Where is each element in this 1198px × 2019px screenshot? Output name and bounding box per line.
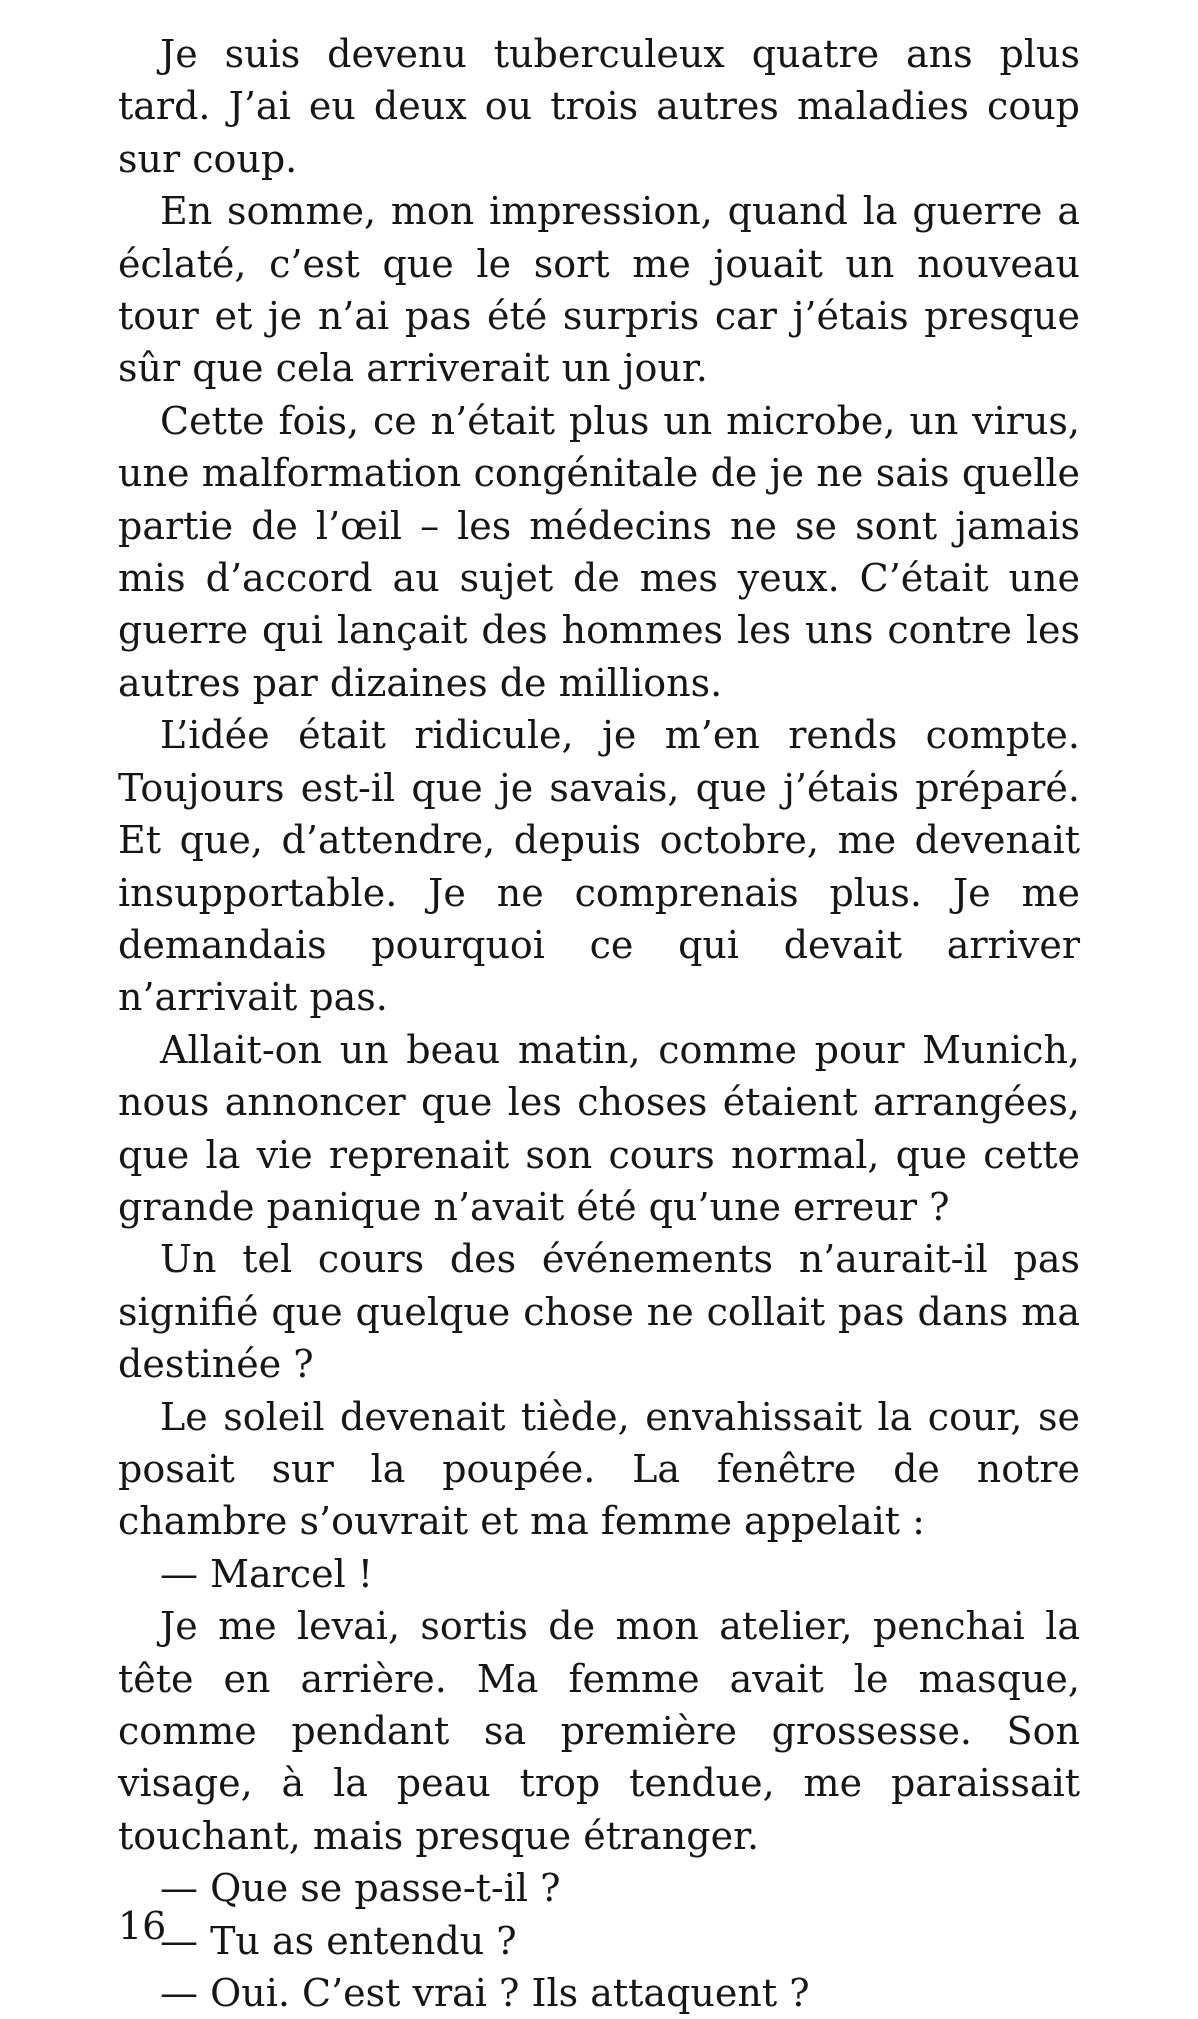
paragraph: Je me levai, sortis de mon atelier, penchai la tête en arrière. Ma femme avait le masque, comme pendant sa première grossesse. Son visage, à la peau trop tendue, me paraissait touchant, mais presque étranger. <box>118 1604 1080 1858</box>
paragraph: Un tel cours des événements n’aurait-il pas signifié que quelque chose ne collait pas dans ma destinée ? <box>118 1237 1080 1387</box>
paragraph: En somme, mon impression, quand la guerre a éclaté, c’est que le sort me jouait un nouveau tour et je n’ai pas été surpris car j’étais presque sûr que cela arriverait un jour. <box>118 189 1080 391</box>
page-number: 16 <box>118 1904 167 1948</box>
paragraph: Allait-on un beau matin, comme pour Munich, nous annoncer que les choses étaient arrangées, que la vie reprenait son cours normal, que cette grande panique n’avait été qu’une erreur ? <box>118 1027 1080 1229</box>
paragraph: L’idée était ridicule, je m’en rends compte. Toujours est-il que je savais, que j’étais préparé. Et que, d’attendre, depuis octobre, me devenait insupportable. Je ne comprenais plus. Je me demandais pourquoi ce qui devait arriver n’arrivait pas. <box>118 713 1080 1020</box>
dialogue-line: — Marcel ! <box>160 1551 374 1596</box>
dialogue-line: — Tu as entendu ? <box>160 1918 517 1963</box>
dialogue-line: — Que se passe-t-il ? <box>160 1866 561 1911</box>
body-text <box>118 28 1080 2019</box>
paragraph: Le soleil devenait tiède, envahissait la cour, se posait sur la poupée. La fenêtre de notre chambre s’ouvrait et ma femme appelait : <box>118 1394 1080 1544</box>
paragraph: Cette fois, ce n’était plus un microbe, un virus, une malformation congénitale de je ne sais quelle partie de l’œil – les médecins ne se sont jamais mis d’accord au sujet de mes yeux. C’était une guerre qui lançait des hommes les uns contre les autres par dizaines de millions. <box>118 398 1080 705</box>
dialogue-line: — Oui. C’est vrai ? Ils attaquent ? <box>160 1971 810 2016</box>
paragraph: Je suis devenu tuberculeux quatre ans plus tard. J’ai eu deux ou trois autres maladies coup sur coup. <box>118 32 1080 181</box>
